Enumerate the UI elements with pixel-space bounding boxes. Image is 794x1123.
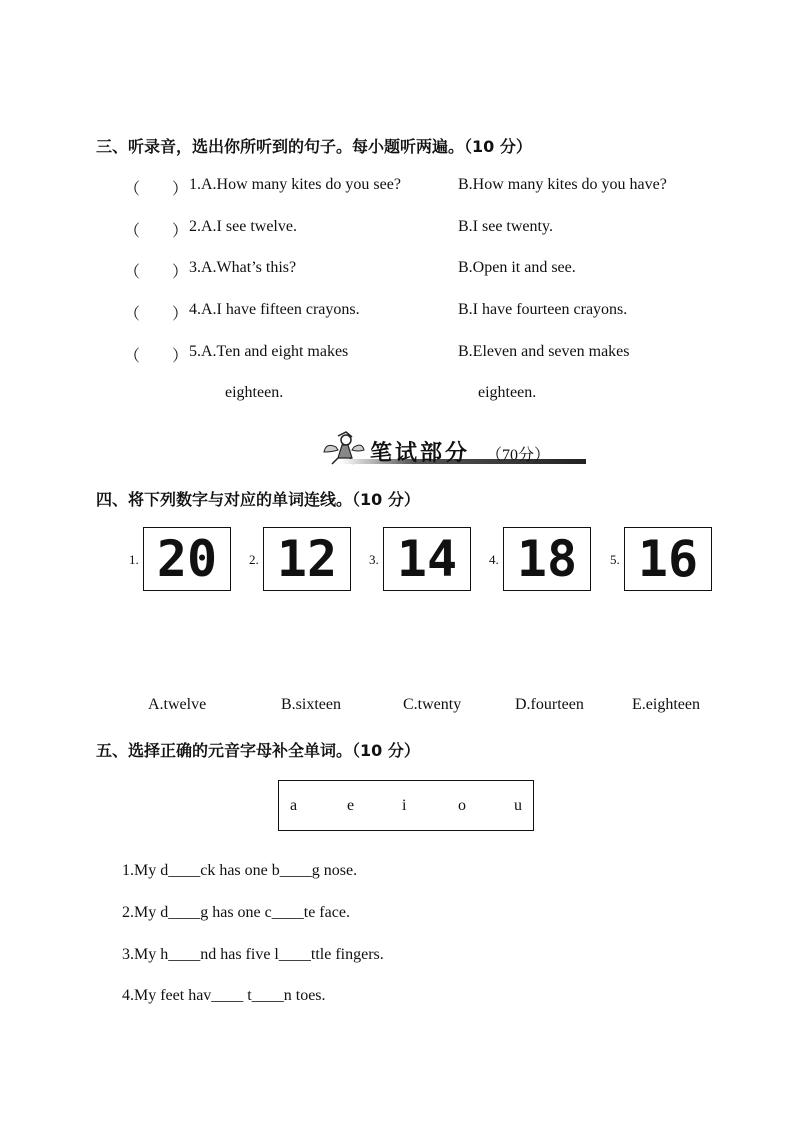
q4-option-a: 4.A.I have fifteen crayons.: [189, 301, 360, 318]
q3-option-b: B.Open it and see.: [458, 259, 576, 276]
answer-paren-4[interactable]: （ ）: [124, 306, 189, 323]
section3-title: 三、听录音，选出你所听到的句子。每小题听两遍。（10 分）: [96, 137, 532, 156]
fill-sentence-4[interactable]: 4.My feet hav____ t____n toes.: [122, 987, 326, 1004]
number-label-5: 5.: [610, 552, 620, 567]
q2-option-a: 2.A.I see twelve.: [189, 218, 297, 235]
q5-option-a-cont: eighteen.: [225, 384, 284, 401]
number-card-3[interactable]: 14: [383, 527, 471, 591]
vowel-o: o: [458, 797, 466, 814]
vowel-box: [278, 780, 534, 831]
q5-option-a: 5.A.Ten and eight makes: [189, 343, 349, 360]
number-card-2[interactable]: 12: [263, 527, 351, 591]
section5-title: 五、选择正确的元音字母补全单词。（10 分）: [96, 741, 420, 760]
q4-option-b: B.I have fourteen crayons.: [458, 301, 628, 318]
number-card-1[interactable]: 20: [143, 527, 231, 591]
fill-sentence-3[interactable]: 3.My h____nd has five l____ttle fingers.: [122, 946, 384, 963]
word-option-e[interactable]: E.eighteen: [632, 696, 700, 713]
vowel-a: a: [290, 797, 298, 814]
number-label-2: 2.: [249, 552, 259, 567]
vowel-i: i: [402, 797, 407, 814]
q5-option-b: B.Eleven and seven makes: [458, 343, 630, 360]
word-option-c[interactable]: C.twenty: [403, 696, 462, 713]
number-card-4[interactable]: 18: [503, 527, 591, 591]
word-option-a[interactable]: A.twelve: [148, 696, 207, 713]
vowel-u: u: [514, 797, 522, 814]
q5-option-b-cont: eighteen.: [478, 384, 537, 401]
banner-title: 笔试部分: [370, 441, 471, 466]
answer-paren-1[interactable]: （ ）: [124, 181, 189, 198]
fill-sentence-2[interactable]: 2.My d____g has one c____te face.: [122, 904, 350, 921]
number-label-1: 1.: [129, 552, 139, 567]
fill-sentence-1[interactable]: 1.My d____ck has one b____g nose.: [122, 862, 358, 879]
q1-option-a: 1.A.How many kites do you see?: [189, 176, 401, 193]
answer-paren-5[interactable]: （ ）: [124, 348, 189, 365]
banner-score: （70分）: [486, 447, 551, 464]
written-section-banner: [318, 430, 586, 470]
q3-option-a: 3.A.What’s this?: [189, 259, 297, 276]
number-label-3: 3.: [369, 552, 379, 567]
section4-title: 四、将下列数字与对应的单词连线。（10 分）: [96, 490, 420, 509]
number-card-5[interactable]: 16: [624, 527, 712, 591]
answer-paren-2[interactable]: （ ）: [124, 223, 189, 240]
word-option-d[interactable]: D.fourteen: [515, 696, 584, 713]
word-option-b[interactable]: B.sixteen: [281, 696, 341, 713]
q1-option-b: B.How many kites do you have?: [458, 176, 667, 193]
answer-paren-3[interactable]: （ ）: [124, 264, 189, 281]
q2-option-b: B.I see twenty.: [458, 218, 553, 235]
vowel-e: e: [347, 797, 355, 814]
number-label-4: 4.: [489, 552, 499, 567]
